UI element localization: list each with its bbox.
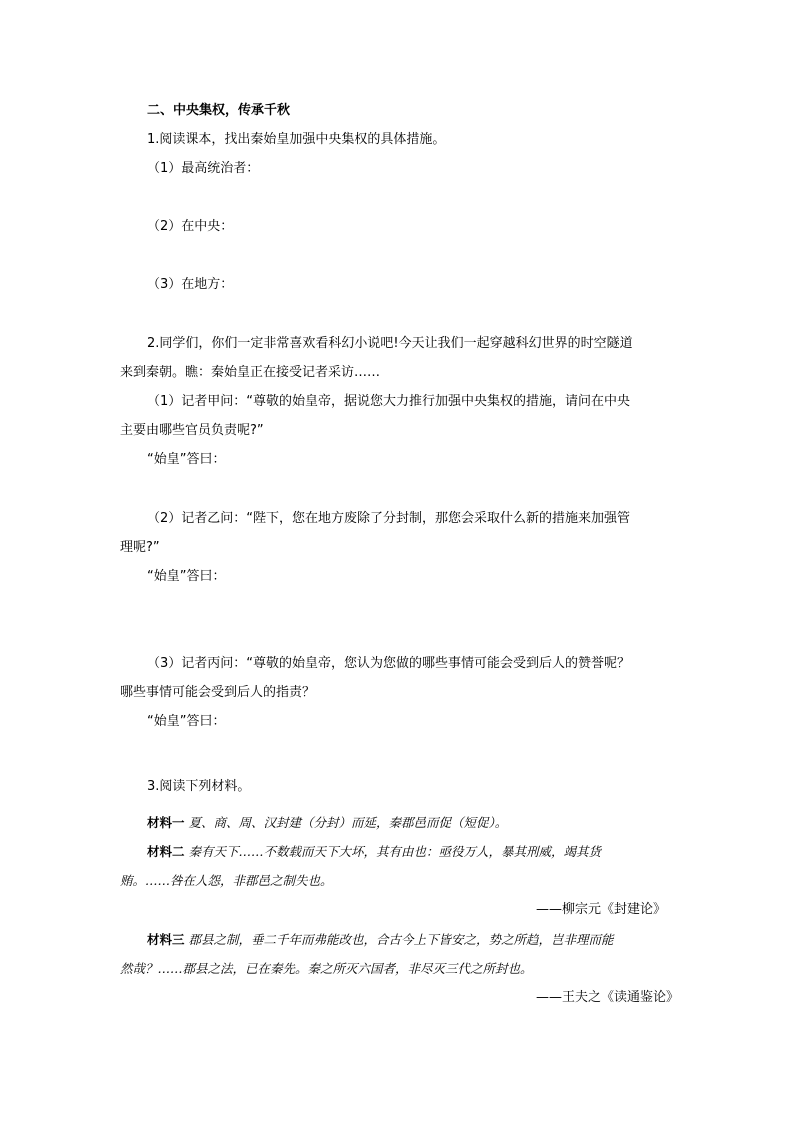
material-1 <box>147 815 507 831</box>
question-2a-answer-label: “始皇”答曰： <box>147 452 226 467</box>
question-2c-line-1: （3）记者丙问：“尊敬的始皇帝，您认为您做的哪些事情可能会受到后人的赞誉呢？ <box>147 656 631 671</box>
section-heading: 二、中央集权，传承千秋 <box>147 103 291 118</box>
material-1-label: 材料一 <box>147 815 185 830</box>
question-1-item-2: （2）在中央： <box>147 219 234 234</box>
question-2a-line-1: （1）记者甲问：“尊敬的始皇帝，据说您大力推行加强中央集权的措施，请问在中央 <box>147 394 631 409</box>
question-2b-answer-label: “始皇”答曰： <box>147 569 226 584</box>
material-2-label: 材料二 <box>147 844 185 859</box>
question-2b-line-2: 理呢?” <box>120 540 160 555</box>
question-2c-answer-label: “始皇”答曰： <box>147 714 226 729</box>
question-3-prompt: 3.阅读下列材料。 <box>147 779 251 794</box>
question-2c-line-2: 哪些事情可能会受到后人的指责？ <box>120 685 316 700</box>
material-2-text-1: 秦有天下……不数载而天下大坏，其有由也：亟役万人，暴其刑威，竭其货 <box>188 844 602 859</box>
material-2-line-1 <box>147 844 601 860</box>
material-3-source: ——王夫之《读通鉴论》 <box>536 990 680 1005</box>
material-3-text-1: 郡县之制，垂二千年而弗能改也，合古今上下皆安之，势之所趋，岂非理而能 <box>188 932 614 947</box>
question-1-item-1: （1）最高统治者： <box>147 161 260 176</box>
material-3-label: 材料三 <box>147 932 185 947</box>
material-2-text-2: 贿。……咎在人怨，非郡邑之制失也。 <box>120 873 333 888</box>
question-2-intro-line-1: 2.同学们，你们一定非常喜欢看科幻小说吧!今天让我们一起穿越科幻世界的时空隧道 <box>147 336 633 351</box>
material-1-text: 夏、商、周、汉封建（分封）而延，秦郡邑而促（短促）。 <box>188 815 508 830</box>
question-1-prompt: 1.阅读课本，找出秦始皇加强中央集权的具体措施。 <box>147 132 446 147</box>
question-2b-line-1: （2）记者乙问：“陛下，您在地方废除了分封制，那您会采取什么新的措施来加强管 <box>147 511 631 526</box>
question-2a-line-2: 主要由哪些官员负责呢?” <box>120 423 264 438</box>
material-3-text-2: 然哉？……郡县之法，已在秦先。秦之所灭六国者，非尽灭三代之所封也。 <box>120 961 533 976</box>
material-2-source: ——柳宗元《封建论》 <box>536 902 667 917</box>
question-1-item-3: （3）在地方： <box>147 277 234 292</box>
material-3-line-1 <box>147 932 614 948</box>
question-2-intro-line-2: 来到秦朝。瞧：秦始皇正在接受记者采访…… <box>120 365 381 380</box>
